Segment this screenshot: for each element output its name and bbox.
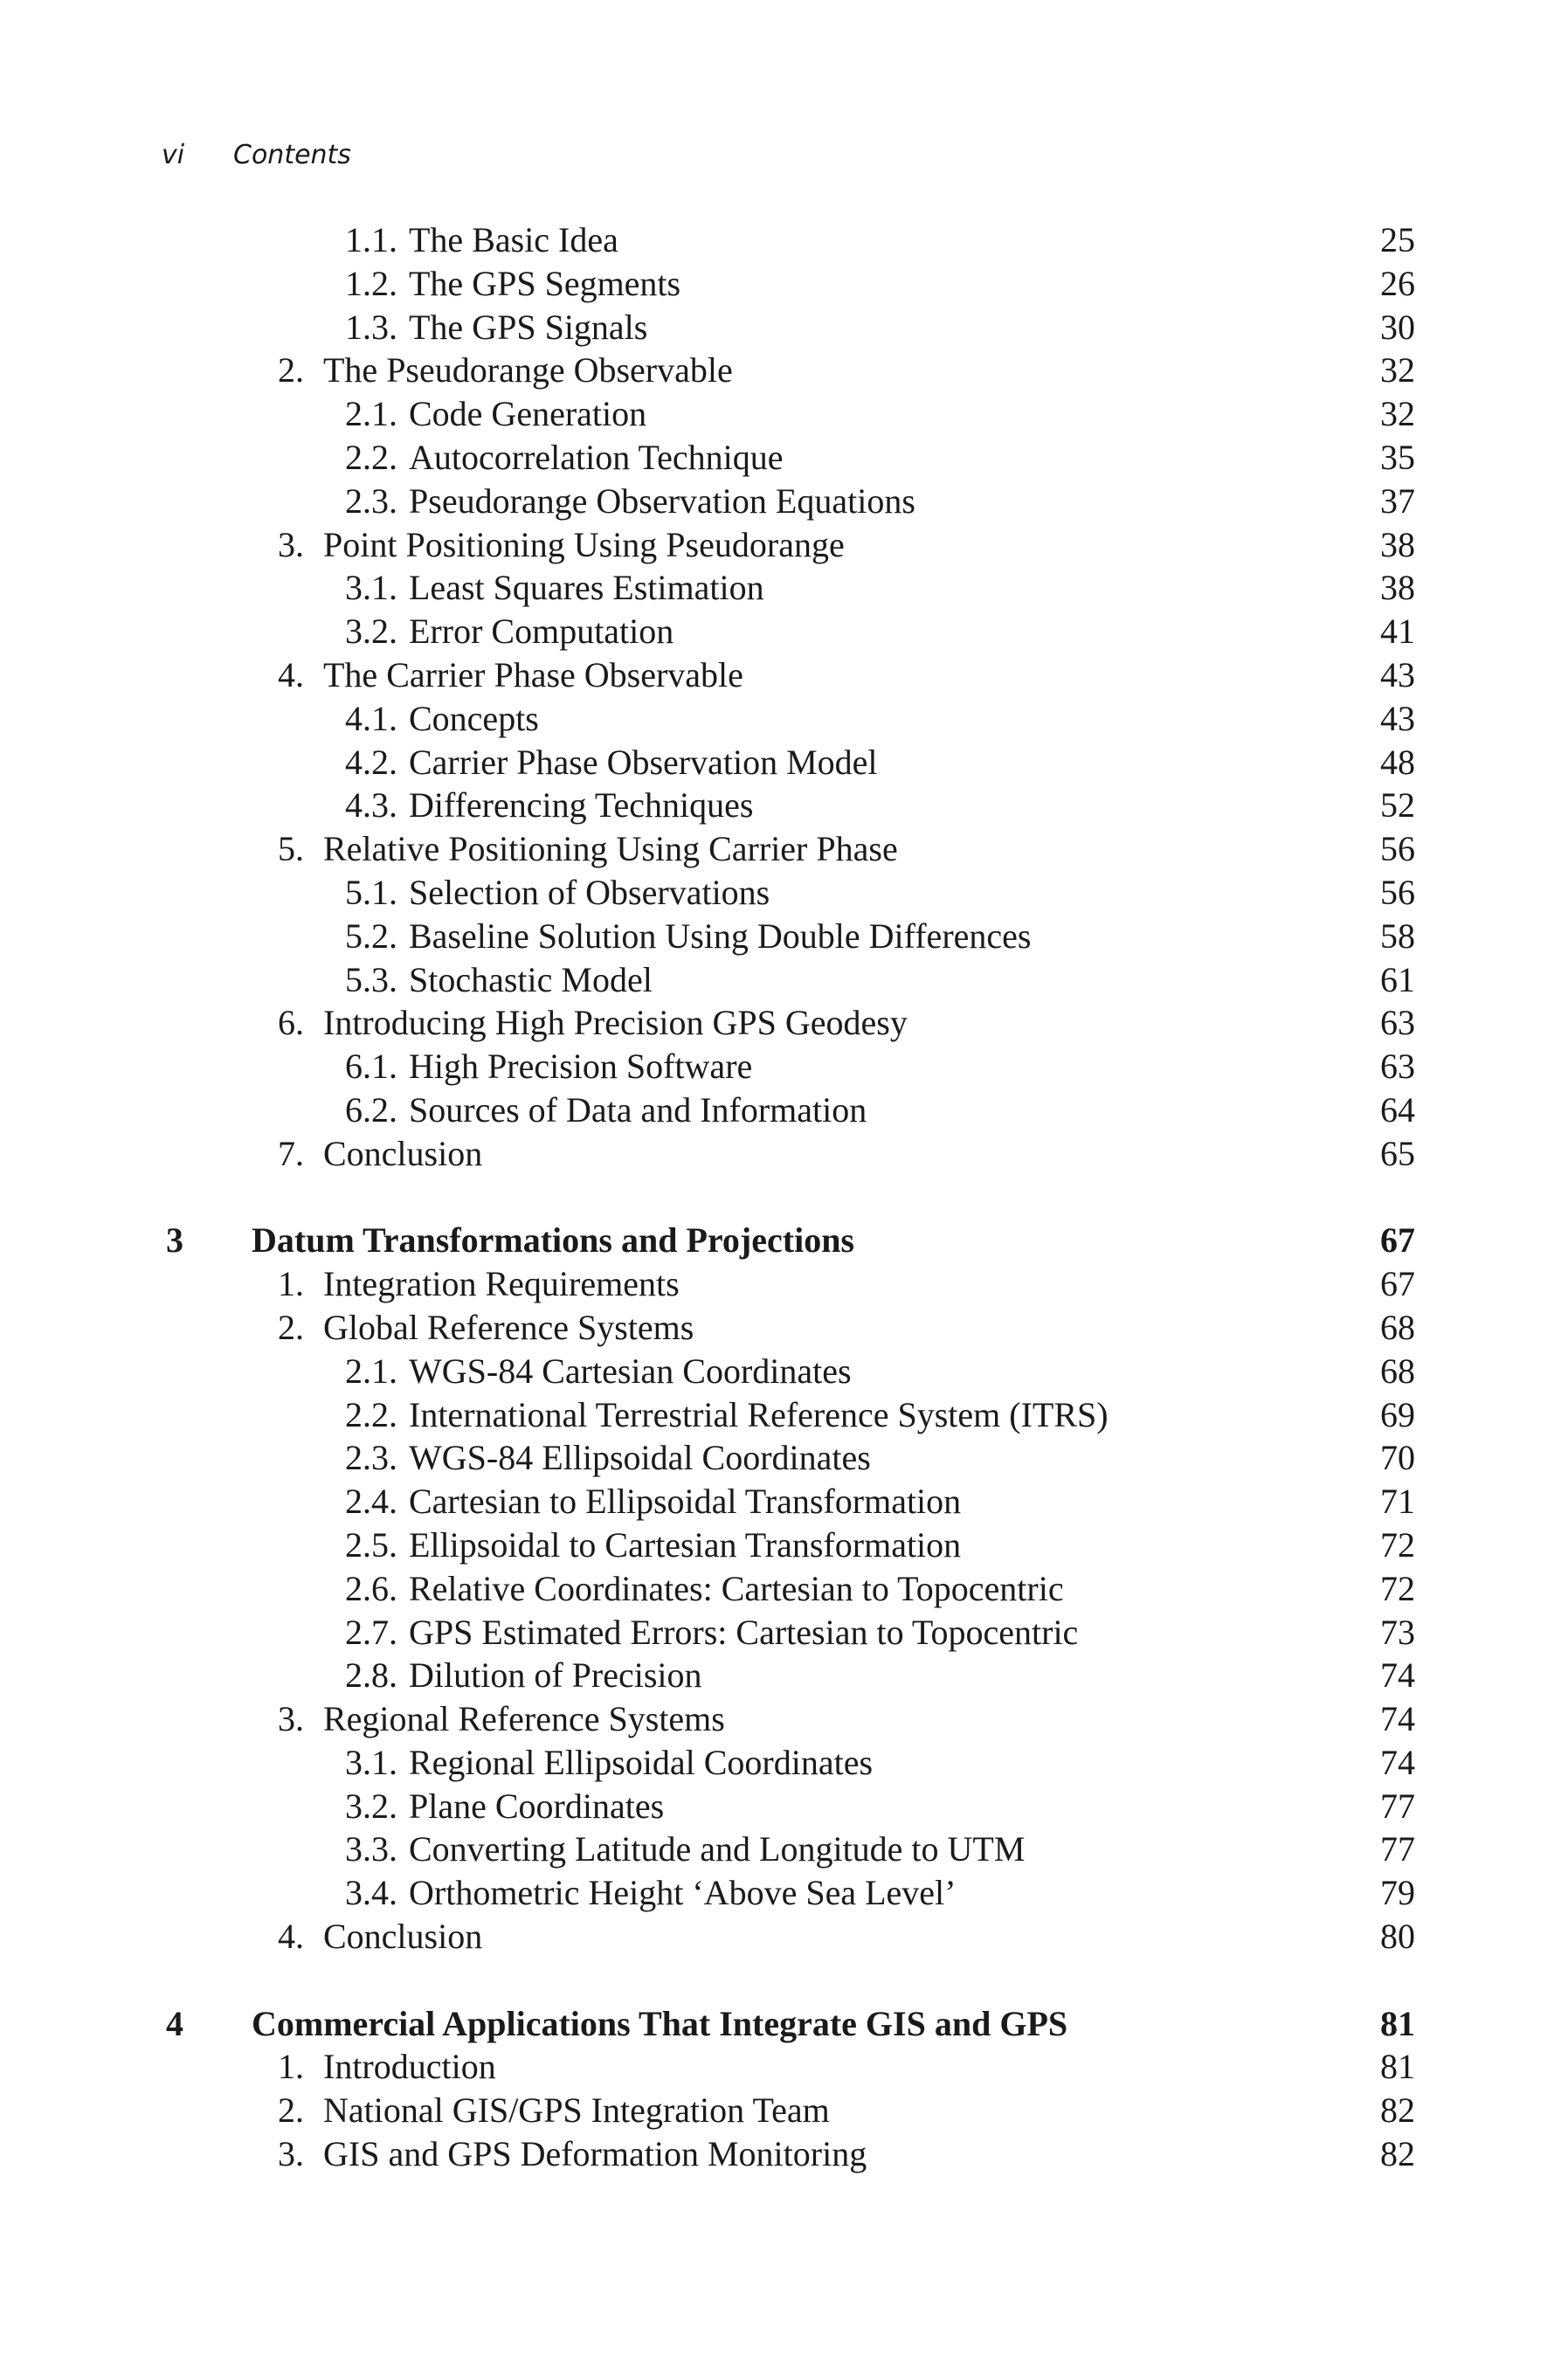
toc-entry bbox=[0, 349, 1568, 392]
section-number: 2.4. bbox=[345, 1482, 397, 1522]
page-number: 72 bbox=[1380, 1524, 1415, 1565]
chapter-number: 4 bbox=[166, 2003, 183, 2043]
page-number: 80 bbox=[1380, 1917, 1415, 1957]
page-number: 77 bbox=[1380, 1786, 1415, 1826]
page-number: 56 bbox=[1380, 872, 1415, 912]
page-number: 35 bbox=[1380, 437, 1415, 477]
section-title: Point Positioning Using Pseudorange bbox=[323, 524, 845, 564]
section-number: 2. bbox=[278, 2090, 304, 2131]
section-title: The Pseudorange Observable bbox=[323, 350, 733, 390]
page-number: 79 bbox=[1380, 1873, 1415, 1913]
section-title: Global Reference Systems bbox=[323, 1307, 694, 1347]
toc-entry bbox=[0, 653, 1568, 697]
section-title: The Carrier Phase Observable bbox=[323, 654, 743, 694]
toc-entry bbox=[0, 958, 1568, 1002]
section-number: 4.1. bbox=[345, 698, 397, 738]
toc-entry bbox=[0, 1306, 1568, 1350]
section-number: 1.1. bbox=[345, 220, 397, 259]
toc-entry bbox=[0, 1001, 1568, 1045]
toc-entry bbox=[0, 566, 1568, 610]
section-title: Baseline Solution Using Double Differences bbox=[409, 915, 1032, 956]
page-number: 74 bbox=[1380, 1699, 1415, 1739]
section-title: Introduction bbox=[323, 2047, 496, 2087]
page-number: 32 bbox=[1380, 394, 1415, 434]
toc-entry bbox=[0, 610, 1568, 653]
page-number: 82 bbox=[1380, 2134, 1415, 2174]
section-title: GPS Estimated Errors: Cartesian to Topocentric bbox=[409, 1612, 1079, 1652]
section-title: Differencing Techniques bbox=[409, 785, 754, 826]
section-number: 4. bbox=[278, 1917, 304, 1957]
section-number: 3.1. bbox=[345, 568, 397, 608]
page-number: 72 bbox=[1380, 1568, 1415, 1608]
section-title: Concepts bbox=[409, 698, 539, 738]
page-number: 41 bbox=[1380, 611, 1415, 652]
page-number: 61 bbox=[1380, 959, 1415, 999]
section-number: 5. bbox=[278, 829, 304, 869]
section-number: 2.3. bbox=[345, 480, 397, 521]
section-number: 3.1. bbox=[345, 1742, 397, 1782]
section-title: Code Generation bbox=[409, 394, 647, 434]
toc-entry bbox=[0, 1480, 1568, 1524]
section-title: Autocorrelation Technique bbox=[409, 437, 784, 477]
toc-entry bbox=[0, 1611, 1568, 1655]
page-number: 63 bbox=[1380, 1003, 1415, 1043]
section-title: The Basic Idea bbox=[409, 220, 618, 259]
chapter-title: Datum Transformations and Projections bbox=[252, 1220, 854, 1261]
toc-entry bbox=[0, 523, 1568, 567]
section-title: Integration Requirements bbox=[323, 1264, 680, 1304]
toc-entry bbox=[0, 827, 1568, 871]
page-number: 65 bbox=[1380, 1133, 1415, 1173]
section-title: International Terrestrial Reference System (ITRS) bbox=[409, 1394, 1109, 1434]
toc-entry bbox=[0, 1436, 1568, 1480]
page-number: 69 bbox=[1380, 1394, 1415, 1434]
page-number: 30 bbox=[1380, 307, 1415, 347]
page-number: 38 bbox=[1380, 524, 1415, 564]
page-number: 56 bbox=[1380, 829, 1415, 869]
page-number: 70 bbox=[1380, 1438, 1415, 1478]
page-number: 68 bbox=[1380, 1307, 1415, 1347]
section-number: 2.3. bbox=[345, 1438, 397, 1478]
section-number: 2.2. bbox=[345, 1394, 397, 1434]
section-title: The GPS Signals bbox=[409, 307, 648, 347]
toc-entry bbox=[0, 697, 1568, 741]
chapter-number: 3 bbox=[166, 1220, 183, 1261]
toc-entry bbox=[0, 1785, 1568, 1828]
toc-entry bbox=[0, 392, 1568, 436]
toc-entry bbox=[0, 2045, 1568, 2089]
section-title: Sources of Data and Information bbox=[409, 1089, 867, 1130]
page-folio: vi bbox=[162, 140, 185, 170]
toc-entry bbox=[0, 1350, 1568, 1393]
toc-entry bbox=[0, 1132, 1568, 1176]
section-number: 4. bbox=[278, 654, 304, 694]
section-number: 2.5. bbox=[345, 1524, 397, 1565]
running-head bbox=[162, 138, 351, 173]
section-title: Conclusion bbox=[323, 1133, 483, 1173]
toc-entry bbox=[0, 784, 1568, 827]
toc-entry bbox=[0, 2089, 1568, 2132]
section-title: Relative Positioning Using Carrier Phase bbox=[323, 829, 898, 869]
toc-chapter-entry bbox=[0, 2002, 1568, 2046]
chapter-title: Commercial Applications That Integrate GIS and GPS bbox=[252, 2003, 1068, 2043]
section-title: Plane Coordinates bbox=[409, 1786, 665, 1826]
page-number: 82 bbox=[1380, 2090, 1415, 2131]
section-title: Introducing High Precision GPS Geodesy bbox=[323, 1003, 908, 1043]
section-title: WGS-84 Cartesian Coordinates bbox=[409, 1351, 852, 1391]
section-number: 1. bbox=[278, 1264, 304, 1304]
section-number: 3.2. bbox=[345, 1786, 397, 1826]
section-number: 3.4. bbox=[345, 1873, 397, 1913]
toc-entry bbox=[0, 2132, 1568, 2176]
section-number: 5.2. bbox=[345, 915, 397, 956]
page-number: 67 bbox=[1380, 1220, 1415, 1261]
toc-entry bbox=[0, 480, 1568, 523]
section-title: The GPS Segments bbox=[409, 263, 681, 303]
toc-entry bbox=[0, 1524, 1568, 1567]
toc-entry bbox=[0, 1871, 1568, 1915]
toc-entry bbox=[0, 1088, 1568, 1132]
toc-entry bbox=[0, 1393, 1568, 1437]
toc-entry bbox=[0, 1262, 1568, 1306]
page-number: 67 bbox=[1380, 1264, 1415, 1304]
page-number: 73 bbox=[1380, 1612, 1415, 1652]
section-title: Selection of Observations bbox=[409, 872, 770, 912]
toc-entry bbox=[0, 741, 1568, 784]
page-number: 81 bbox=[1380, 2047, 1415, 2087]
section-title: Error Computation bbox=[409, 611, 674, 652]
page-number: 68 bbox=[1380, 1351, 1415, 1391]
page-number: 32 bbox=[1380, 350, 1415, 390]
table-of-contents bbox=[0, 218, 1568, 2176]
page-number: 58 bbox=[1380, 915, 1415, 956]
page-number: 71 bbox=[1380, 1482, 1415, 1522]
toc-entry bbox=[0, 1697, 1568, 1741]
section-title: Orthometric Height ‘Above Sea Level’ bbox=[409, 1873, 957, 1913]
section-number: 6.1. bbox=[345, 1047, 397, 1087]
toc-entry bbox=[0, 915, 1568, 958]
section-number: 2. bbox=[278, 350, 304, 390]
page-number: 43 bbox=[1380, 654, 1415, 694]
page-number: 43 bbox=[1380, 698, 1415, 738]
section-number: 3. bbox=[278, 2134, 304, 2174]
section-title: Pseudorange Observation Equations bbox=[409, 480, 915, 521]
section-title: Cartesian to Ellipsoidal Transformation bbox=[409, 1482, 962, 1522]
section-number: 1.3. bbox=[345, 307, 397, 347]
toc-entry bbox=[0, 1654, 1568, 1697]
toc-entry bbox=[0, 262, 1568, 306]
section-title: GIS and GPS Deformation Monitoring bbox=[323, 2134, 867, 2174]
page-number: 63 bbox=[1380, 1047, 1415, 1087]
section-number: 4.2. bbox=[345, 742, 397, 782]
page-number: 26 bbox=[1380, 263, 1415, 303]
section-number: 2.1. bbox=[345, 1351, 397, 1391]
section-title: Carrier Phase Observation Model bbox=[409, 742, 878, 782]
section-number: 3.2. bbox=[345, 611, 397, 652]
section-number: 6. bbox=[278, 1003, 304, 1043]
page-number: 25 bbox=[1380, 220, 1415, 259]
section-number: 3. bbox=[278, 524, 304, 564]
section-title: Conclusion bbox=[323, 1917, 483, 1957]
toc-entry bbox=[0, 306, 1568, 349]
section-number: 2.2. bbox=[345, 437, 397, 477]
section-number: 2.8. bbox=[345, 1655, 397, 1696]
section-title: Least Squares Estimation bbox=[409, 568, 764, 608]
section-title: National GIS/GPS Integration Team bbox=[323, 2090, 830, 2131]
page-number: 74 bbox=[1380, 1742, 1415, 1782]
section-title: Regional Reference Systems bbox=[323, 1699, 725, 1739]
section-number: 2.1. bbox=[345, 394, 397, 434]
toc-entry bbox=[0, 1741, 1568, 1785]
running-head-title: Contents bbox=[233, 140, 351, 170]
section-title: Stochastic Model bbox=[409, 959, 653, 999]
section-number: 2.6. bbox=[345, 1568, 397, 1608]
section-number: 6.2. bbox=[345, 1089, 397, 1130]
toc-entry bbox=[0, 436, 1568, 480]
page-number: 74 bbox=[1380, 1655, 1415, 1696]
toc-entry bbox=[0, 218, 1568, 262]
section-number: 5.1. bbox=[345, 872, 397, 912]
page-number: 64 bbox=[1380, 1089, 1415, 1130]
section-number: 7. bbox=[278, 1133, 304, 1173]
toc-chapter-entry bbox=[0, 1219, 1568, 1262]
page-number: 52 bbox=[1380, 785, 1415, 826]
section-number: 1. bbox=[278, 2047, 304, 2087]
section-title: Relative Coordinates: Cartesian to Topocentric bbox=[409, 1568, 1064, 1608]
toc-entry bbox=[0, 1828, 1568, 1871]
toc-entry bbox=[0, 1915, 1568, 1959]
page-number: 77 bbox=[1380, 1829, 1415, 1869]
section-number: 1.2. bbox=[345, 263, 397, 303]
section-number: 2. bbox=[278, 1307, 304, 1347]
section-number: 3. bbox=[278, 1699, 304, 1739]
section-number: 4.3. bbox=[345, 785, 397, 826]
toc-entry bbox=[0, 871, 1568, 915]
page-number: 48 bbox=[1380, 742, 1415, 782]
toc-entry bbox=[0, 1567, 1568, 1611]
section-title: Ellipsoidal to Cartesian Transformation bbox=[409, 1524, 962, 1565]
toc-entry bbox=[0, 1045, 1568, 1088]
section-title: Regional Ellipsoidal Coordinates bbox=[409, 1742, 874, 1782]
section-title: Converting Latitude and Longitude to UTM bbox=[409, 1829, 1026, 1869]
page-number: 37 bbox=[1380, 480, 1415, 521]
section-title: WGS-84 Ellipsoidal Coordinates bbox=[409, 1438, 871, 1478]
section-title: Dilution of Precision bbox=[409, 1655, 702, 1696]
section-title: High Precision Software bbox=[409, 1047, 753, 1087]
page-number: 81 bbox=[1380, 2003, 1415, 2043]
page-number: 38 bbox=[1380, 568, 1415, 608]
section-number: 5.3. bbox=[345, 959, 397, 999]
section-number: 2.7. bbox=[345, 1612, 397, 1652]
section-number: 3.3. bbox=[345, 1829, 397, 1869]
